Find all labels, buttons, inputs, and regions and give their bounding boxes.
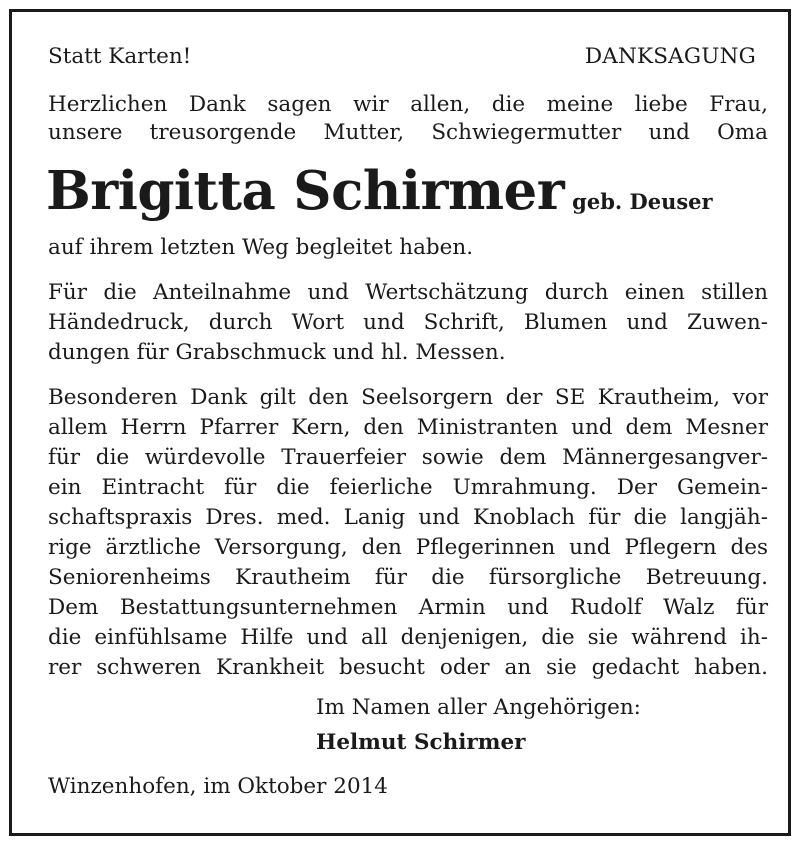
- place-date: Winzenhofen, im Oktober 2014: [48, 774, 388, 799]
- paragraph2-line: rer schweren Krankheit besucht oder an sie gedacht haben.: [48, 655, 768, 680]
- paragraph2-line: rige ärztliche Versorgung, den Pflegerinnen und Pflegern des: [48, 535, 768, 560]
- paragraph2-line: ein Eintracht für die feierliche Umrahmung. Der Gemein-: [48, 475, 768, 500]
- paragraph2-line: die einfühlsame Hilfe und all denjenigen, die sie während ih-: [48, 625, 768, 650]
- signature-intro: Im Namen aller Angehörigen:: [316, 695, 641, 720]
- maiden-name: geb. Deuser: [572, 189, 713, 214]
- paragraph2-line: schaftspraxis Dres. med. Lanig und Knoblach für die langjäh-: [48, 505, 768, 530]
- paragraph2-line: für die würdevolle Trauerfeier sowie dem Männergesangver-: [48, 445, 768, 470]
- signature-name: Helmut Schirmer: [316, 730, 526, 755]
- deceased-name-row: [46, 160, 713, 222]
- obituary-notice: [9, 9, 791, 836]
- intro-line-2: unsere treusorgende Mutter, Schwiegermutter und Oma: [48, 120, 768, 145]
- paragraph2-line: Besonderen Dank gilt den Seelsorgern der SE Krautheim, vor: [48, 385, 768, 410]
- paragraph1-line: dungen für Grabschmuck und hl. Messen.: [48, 340, 506, 365]
- intro-line-1: Herzlichen Dank sagen wir allen, die meine liebe Frau,: [48, 92, 768, 117]
- paragraph2-line: Dem Bestattungsunternehmen Armin und Rudolf Walz für: [48, 595, 768, 620]
- paragraph1-line: Für die Anteilnahme und Wertschätzung durch einen stillen: [48, 280, 768, 305]
- statt-karten-label: Statt Karten!: [48, 44, 192, 69]
- danksagung-heading: DANKSAGUNG: [584, 44, 756, 69]
- deceased-name: Brigitta Schirmer: [46, 160, 565, 222]
- paragraph2-line: Seniorenheims Krautheim für die fürsorgliche Betreuung.: [48, 565, 768, 590]
- after-name-line: auf ihrem letzten Weg begleitet haben.: [48, 235, 474, 260]
- paragraph1-line: Händedruck, durch Wort und Schrift, Blumen und Zuwen-: [48, 310, 768, 335]
- paragraph2-line: allem Herrn Pfarrer Kern, den Ministranten und dem Mesner: [48, 415, 768, 440]
